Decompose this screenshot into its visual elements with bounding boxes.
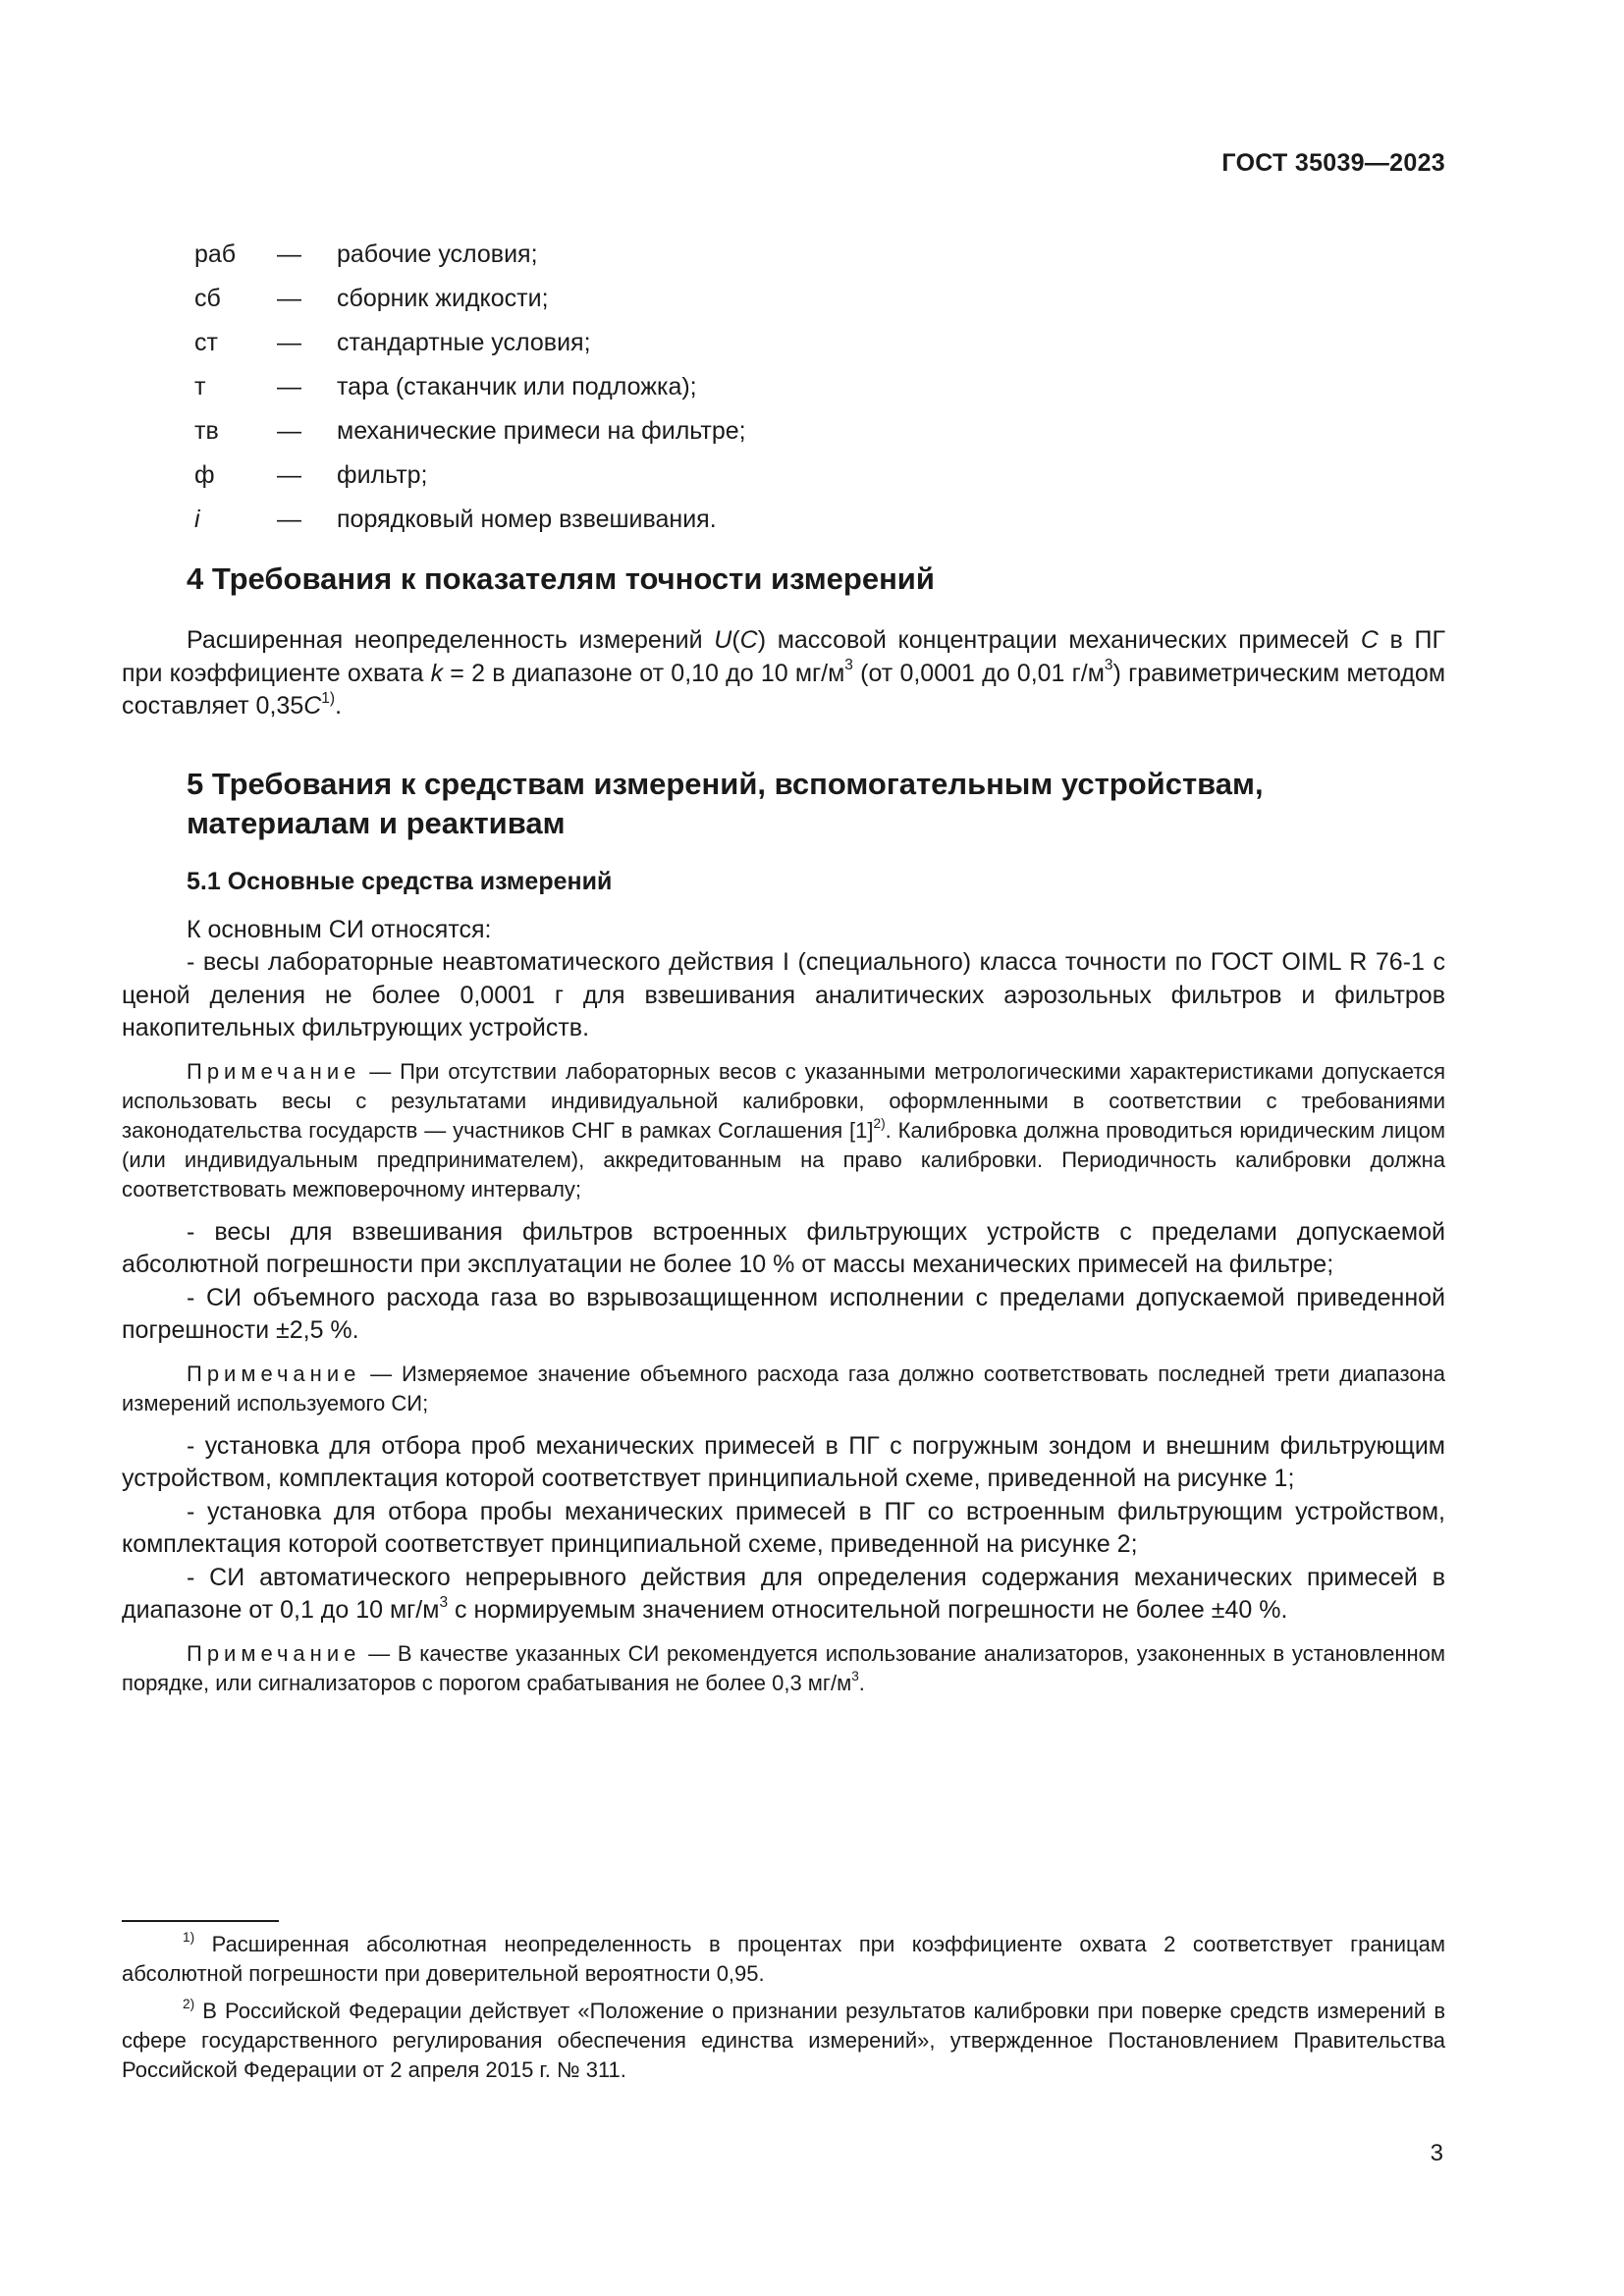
text-run: . Калибровка должна проводиться юридическим лицом (или индивидуальным предпринимателем), аккредитованным на право калибровки. Периодичность калибровки должна соответствовать межповерочному интервалу; — [122, 1117, 1445, 1201]
list-item — [194, 328, 1078, 372]
list-item — [122, 1562, 1445, 1628]
note-paragraph — [122, 1360, 1445, 1418]
text-run: в ПГ при коэффициенте охвата — [122, 626, 1445, 687]
note-paragraph — [122, 1639, 1445, 1698]
abbreviation-key: сб — [194, 285, 221, 312]
footnote-text: В Российской Федерации действует «Положение о признании результатов калибровки при поверке средств измерений в сфере государственного регулирования обеспечения единства измерений», утвержденное Постановлением Правительства Российской Федерации от 2 апреля 2015 г. № 311. — [122, 1999, 1445, 2082]
text-run: — В качестве указанных СИ рекомендуется использование анализаторов, узаконенных в установленном порядке, или сигнализаторов с порогом срабатывания не более 0,3 мг/м — [122, 1640, 1445, 1695]
text-run: Расширенная неопределенность измерений — [187, 626, 715, 654]
section-5-title: 5 Требования к средствам измерений, вспомогательным устройствам, материалам и реактивам — [187, 766, 1264, 840]
document-code: ГОСТ 35039—2023 — [1221, 149, 1445, 177]
text-run: . — [858, 1670, 865, 1695]
footnotes — [122, 1930, 1445, 2085]
list-item — [194, 460, 1078, 505]
abbreviation-dash: — — [277, 329, 301, 356]
list-item — [194, 284, 1078, 328]
symbol-u: U — [714, 626, 732, 654]
section-4-paragraph — [122, 624, 1445, 723]
text-run: с нормируемым значением относительной погрешности не более ±40 %. — [448, 1596, 1288, 1624]
footnote-mark: 2) — [183, 1997, 195, 2012]
text-run: - СИ автоматического непрерывного действия для определения содержания механических примесей в диапазоне от 0,1 до 10 мг/м — [122, 1563, 1445, 1624]
text-run: (от 0,0001 до 0,01 г/м — [852, 659, 1105, 687]
footnote-ref: 2) — [873, 1115, 886, 1131]
list-item: - СИ объемного расхода газа во взрывозащищенном исполнении с пределами допускаемой приведенной погрешности ±2,5 %. — [122, 1283, 1445, 1344]
main-content — [122, 560, 1445, 1698]
footnote-text: Расширенная абсолютная неопределенность в процентах при коэффициенте охвата 2 соответствует границам абсолютной погрешности при доверительной вероятности 0,95. — [122, 1932, 1445, 1986]
text-run: ) гравиметрическим методом составляет 0,35 — [122, 659, 1446, 720]
list-item — [194, 240, 1078, 284]
list-item — [194, 416, 1078, 460]
abbreviation-dash: — — [277, 373, 301, 400]
footnote — [122, 1930, 1445, 1989]
superscript: 3 — [844, 657, 853, 674]
list-item — [194, 372, 1078, 416]
footnote-mark: 1) — [183, 1930, 195, 1946]
abbreviation-text: фильтр; — [337, 461, 428, 489]
symbol-c: C — [739, 626, 758, 654]
list-item: - весы лабораторные неавтоматического действия I (специального) класса точности по ГОСТ OIML R 76-1 с ценой деления не более 0,0001 г для взвешивания аналитических аэрозольных фильтров и фильтров накопительных фильтрующих устройств. — [122, 948, 1445, 1041]
abbreviation-dash: — — [277, 461, 301, 489]
list-item — [194, 505, 1078, 549]
abbreviation-dash: — — [277, 240, 301, 268]
footnote-ref: 1) — [321, 689, 336, 707]
abbreviation-list — [194, 240, 1078, 549]
text-run: ( — [731, 626, 740, 654]
superscript: 3 — [851, 1668, 859, 1683]
abbreviation-key: тв — [194, 417, 219, 445]
note-label: Примечание — [187, 1640, 361, 1666]
abbreviation-key: ф — [194, 461, 215, 489]
text-run: . — [335, 692, 343, 720]
abbreviation-text: стандартные условия; — [337, 329, 591, 356]
abbreviation-text: сборник жидкости; — [337, 285, 549, 312]
abbreviation-key: т — [194, 373, 206, 400]
abbreviation-key: раб — [194, 240, 237, 268]
abbreviation-text: рабочие условия; — [337, 240, 538, 268]
text-run: = 2 в диапазоне от 0,10 до 10 мг/м — [443, 659, 845, 687]
text-run: ) массовой концентрации механических примесей — [757, 626, 1361, 654]
section-4-title: 4 Требования к показателям точности измерений — [187, 561, 935, 596]
footnote — [122, 1997, 1445, 2085]
symbol-c: C — [1360, 626, 1379, 654]
superscript: 3 — [439, 1593, 449, 1611]
abbreviation-text: механические примеси на фильтре; — [337, 417, 746, 445]
superscript: 3 — [1104, 657, 1113, 674]
note-paragraph — [122, 1057, 1445, 1204]
abbreviation-dash: — — [277, 285, 301, 312]
text-run: — При отсутствии лабораторных весов с указанными метрологическими характеристиками допускается использовать весы с результатами индивидуальной калибровки, оформленными в соответствии с требованиями законодательства государств — участников СНГ в рамках Соглашения [1] — [122, 1058, 1445, 1143]
page-number: 3 — [1430, 2140, 1443, 2166]
list-item: - установка для отбора пробы механических примесей в ПГ со встроенным фильтрующим устройством, комплектация которой соответствует принципиальной схеме, приведенной на рисунке 2; — [122, 1497, 1445, 1558]
abbreviation-text: тара (стаканчик или подложка); — [337, 373, 697, 400]
abbreviation-dash: — — [277, 417, 301, 445]
note-label: Примечание — [187, 1058, 361, 1084]
symbol-c: C — [303, 692, 322, 720]
abbreviation-key: ст — [194, 329, 218, 356]
abbreviation-key: i — [194, 506, 200, 533]
intro-paragraph: К основным СИ относятся: — [187, 915, 492, 943]
symbol-k: k — [430, 659, 444, 687]
abbreviation-dash: — — [277, 506, 301, 533]
note-label: Примечание — [187, 1361, 361, 1386]
list-item: - весы для взвешивания фильтров встроенных фильтрующих устройств с пределами допускаемой абсолютной погрешности при эксплуатации не более 10 % от массы механических примесей на фильтре; — [122, 1217, 1445, 1278]
list-item: - установка для отбора проб механических примесей в ПГ с погружным зондом и внешним фильтрующим устройством, комплектация которой соответствует принципиальной схеме, приведенной на рисунке 1; — [122, 1431, 1445, 1492]
abbreviation-text: порядковый номер взвешивания. — [337, 506, 717, 533]
subsection-5-1-title: 5.1 Основные средства измерений — [187, 867, 613, 895]
footnote-separator — [122, 1920, 279, 1922]
text-run: — Измеряемое значение объемного расхода газа должно соответствовать последней трети диапазона измерений используемого СИ; — [122, 1361, 1445, 1415]
